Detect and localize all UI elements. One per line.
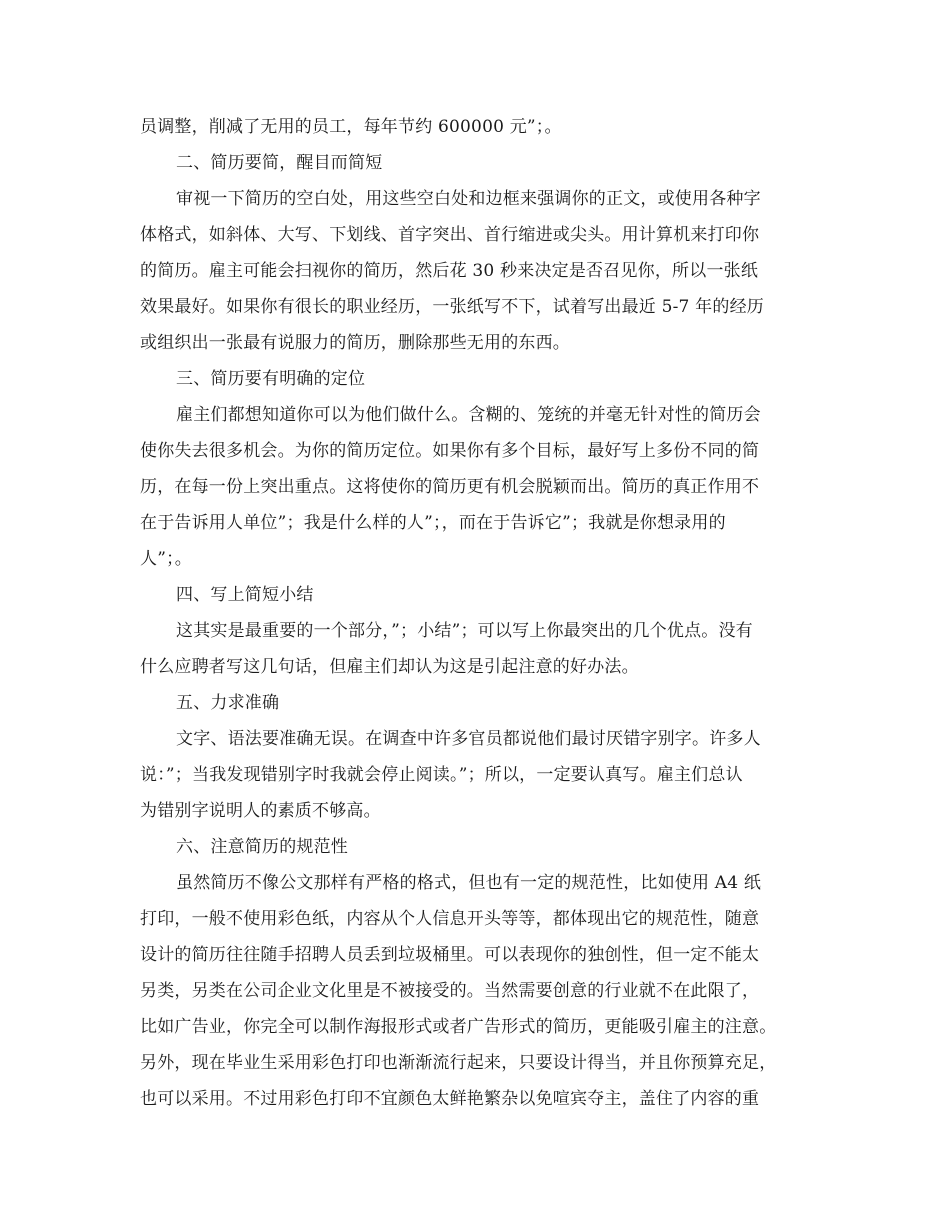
body-text-line: 什么应聘者写这几句话，但雇主们却认为这是引起注意的好办法。 — [140, 657, 639, 677]
section-heading: 二、简历要简，醒目而简短 — [176, 153, 383, 173]
section-heading: 六、注意简历的规范性 — [176, 837, 348, 857]
body-text-line: 员调整，削减了无用的员工，每年节约 600000 元”；。 — [140, 117, 562, 137]
body-text-line: 打印，一般不使用彩色纸，内容从个人信息开头等等，都体现出它的规范性，随意 — [140, 909, 760, 929]
body-text-line: 文字、语法要准确无误。在调查中许多官员都说他们最讨厌错字别字。许多人 — [176, 729, 761, 749]
body-text-line: 这其实是最重要的一个部分，”；小结”；可以写上你最突出的几个优点。没有 — [176, 621, 753, 641]
body-text-line: 设计的简历往往随手招聘人员丢到垃圾桶里。可以表现你的独创性，但一定不能太 — [140, 945, 760, 965]
body-text-line: 人”；。 — [140, 549, 192, 569]
body-text-line: 为错别字说明人的素质不够高。 — [140, 801, 381, 821]
body-text-line: 在于告诉用人单位”；我是什么样的人”；，而在于告诉它”；我就是你想录用的 — [140, 513, 726, 533]
body-text-line: 使你失去很多机会。为你的简历定位。如果你有多个目标，最好写上多份不同的简 — [140, 441, 760, 461]
body-text-line: 历，在每一份上突出重点。这将使你的简历更有机会脱颖而出。简历的真正作用不 — [140, 477, 760, 497]
body-text-line: 另外，现在毕业生采用彩色打印也渐渐流行起来，只要设计得当，并且你预算充足， — [140, 1053, 777, 1073]
body-text-line: 另类，另类在公司企业文化里是不被接受的。当然需要创意的行业就不在此限了， — [140, 981, 760, 1001]
section-heading: 四、写上简短小结 — [176, 585, 314, 605]
body-text-line: 审视一下简历的空白处，用这些空白处和边框来强调你的正文，或使用各种字 — [176, 189, 761, 209]
body-text-line: 的简历。雇主可能会扫视你的简历，然后花 30 秒来决定是否召见你，所以一张纸 — [140, 261, 759, 281]
body-text-line: 比如广告业，你完全可以制作海报形式或者广告形式的简历，更能吸引雇主的注意。 — [140, 1017, 777, 1037]
body-text-line: 效果最好。如果你有很长的职业经历，一张纸写不下，试着写出最近 5-7 年的经历 — [140, 297, 764, 317]
body-text-line: 雇主们都想知道你可以为他们做什么。含糊的、笼统的并毫无针对性的简历会 — [176, 405, 761, 425]
body-text-line: 或组织出一张最有说服力的简历，删除那些无用的东西。 — [140, 333, 570, 353]
body-text-line: 体格式，如斜体、大写、下划线、首字突出、首行缩进或尖头。用计算机来打印你 — [140, 225, 760, 245]
body-text-line: 虽然简历不像公文那样有严格的格式，但也有一定的规范性，比如使用 A4 纸 — [176, 873, 762, 893]
section-heading: 五、力求准确 — [176, 693, 280, 713]
body-text-line: 说：”；当我发现错别字时我就会停止阅读。”；所以，一定要认真写。雇主们总认 — [140, 765, 743, 785]
body-text-line: 也可以采用。不过用彩色打印不宜颜色太鲜艳繁杂以免喧宾夺主，盖住了内容的重 — [140, 1089, 760, 1109]
section-heading: 三、简历要有明确的定位 — [176, 369, 366, 389]
